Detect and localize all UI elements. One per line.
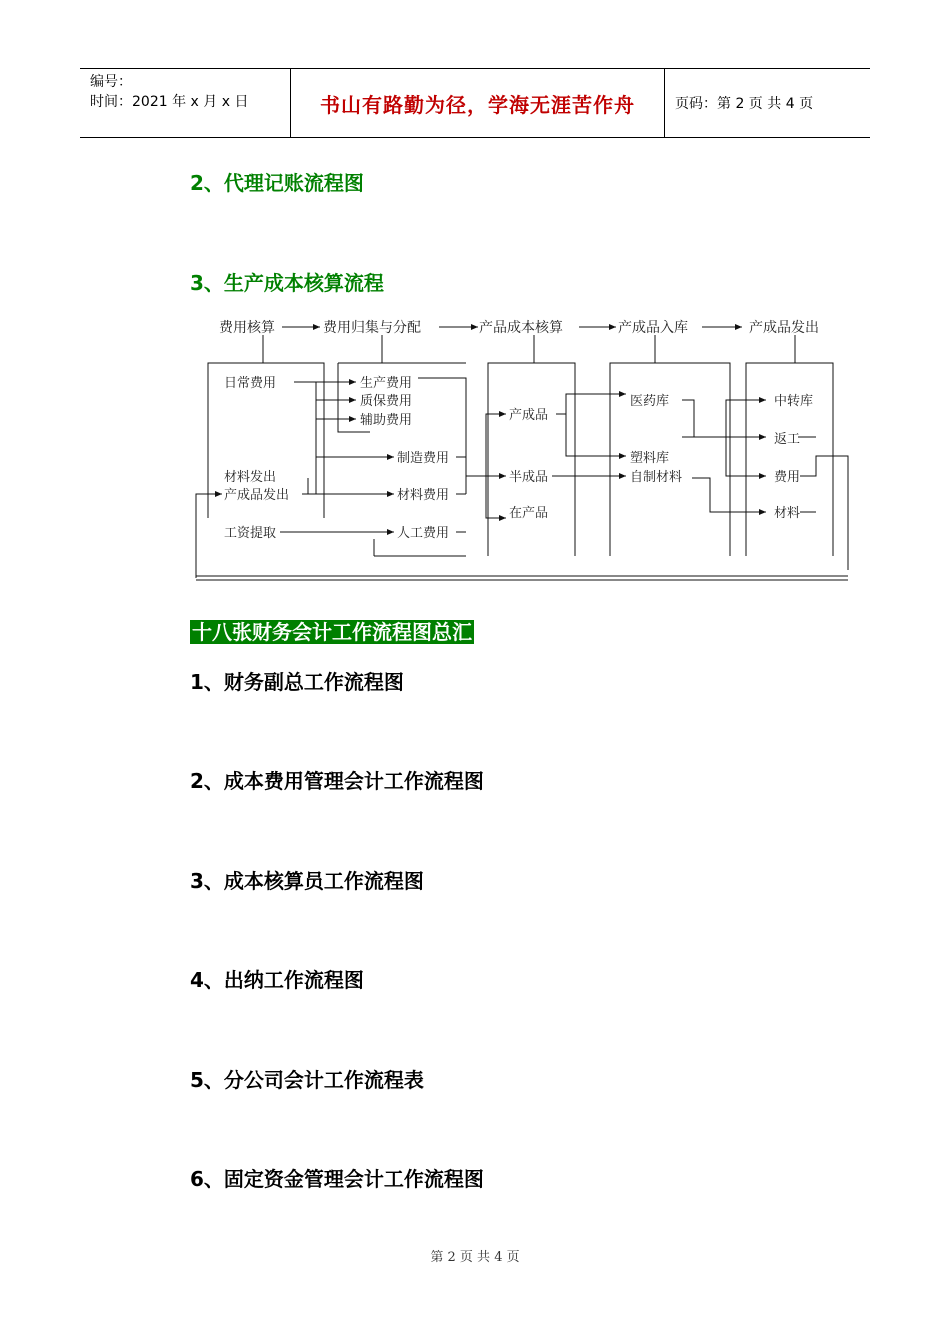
node-production-expense: 生产费用 (360, 376, 413, 391)
item-1: 1、财务副总工作流程图 (190, 670, 404, 694)
heading-cost-flow: 3、生产成本核算流程 (190, 271, 384, 295)
node-pharma-warehouse: 医药库 (630, 394, 670, 409)
stage-3: 产品成本核算 (479, 320, 563, 336)
page-info: 页码：第 2 页 共 4 页 (675, 96, 814, 112)
cost-accounting-flowchart (186, 306, 852, 582)
heading-agency-flow: 2、代理记账流程图 (190, 171, 364, 195)
time-label: 时间：2021 年 x 月 x 日 (90, 94, 249, 110)
stage-1: 费用核算 (219, 320, 275, 336)
node-wage: 工资提取 (224, 526, 277, 541)
header-left-cell (80, 69, 291, 137)
node-finished-issue: 产成品发出 (224, 488, 290, 503)
collection-title: 十八张财务会计工作流程图总汇 (192, 620, 472, 644)
node-material-issue: 材料发出 (224, 470, 277, 485)
stage-2: 费用归集与分配 (323, 320, 421, 336)
node-auxiliary-expense: 辅助费用 (360, 413, 413, 428)
item-5: 5、分公司会计工作流程表 (190, 1068, 424, 1092)
node-manufacturing-expense: 制造费用 (397, 451, 450, 466)
node-material-expense: 材料费用 (397, 488, 450, 503)
node-rework: 返工 (774, 432, 801, 447)
node-transit-warehouse: 中转库 (774, 394, 814, 409)
header-table (80, 68, 870, 138)
item-6: 6、固定资金管理会计工作流程图 (190, 1167, 484, 1191)
collection-title-wrap (190, 619, 474, 645)
node-daily-expense: 日常费用 (224, 376, 277, 391)
page-footer: 第 2 页 共 4 页 (430, 1250, 520, 1265)
stage-5: 产成品发出 (749, 320, 819, 336)
node-labor-expense: 人工费用 (397, 526, 450, 541)
node-finished-goods: 产成品 (509, 408, 549, 423)
node-plastic-warehouse: 塑料库 (630, 451, 670, 466)
node-work-in-process: 在产品 (509, 506, 549, 521)
node-semi-finished: 半成品 (509, 470, 549, 485)
node-self-made-material: 自制材料 (630, 470, 683, 485)
item-2: 2、成本费用管理会计工作流程图 (190, 769, 484, 793)
node-expense: 费用 (774, 470, 801, 485)
node-qa-expense: 质保费用 (360, 394, 413, 409)
item-3: 3、成本核算员工作流程图 (190, 869, 424, 893)
motto: 书山有路勤为径，学海无涯苦作舟 (291, 69, 665, 137)
node-material: 材料 (774, 506, 801, 521)
stage-4: 产成品入库 (618, 320, 688, 336)
number-label: 编号： (90, 74, 132, 90)
item-4: 4、出纳工作流程图 (190, 968, 364, 992)
